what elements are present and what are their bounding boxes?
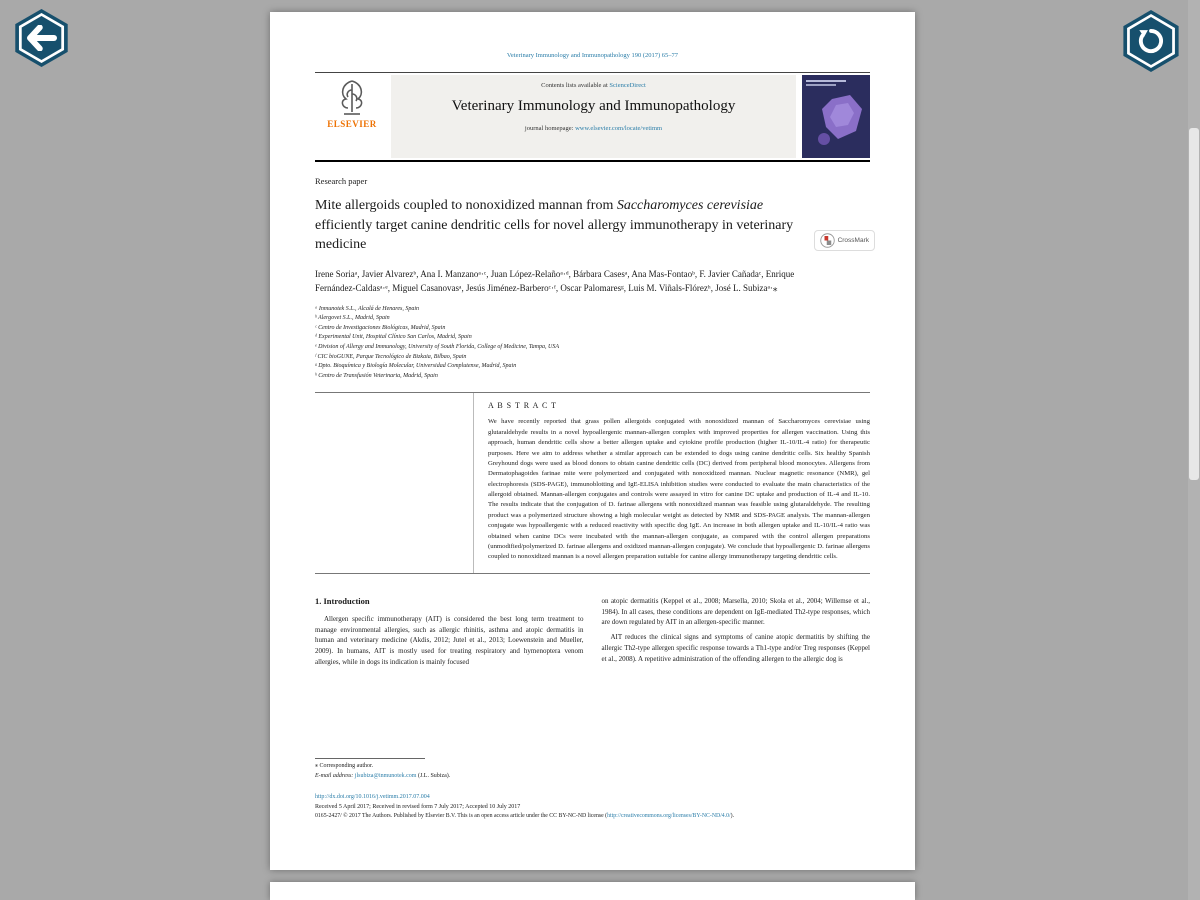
journal-title: Veterinary Immunology and Immunopathology	[451, 98, 736, 114]
homepage-prefix: journal homepage:	[524, 125, 576, 132]
email-prefix: E-mail address:	[315, 772, 355, 779]
document-page	[270, 12, 915, 870]
abstract-heading: A B S T R A C T	[488, 401, 558, 411]
article-title	[315, 196, 795, 255]
affiliation: ᶠ CIC bioGUNE, Parque Tecnológico de Bizkaia, Bilbao, Spain	[315, 353, 467, 360]
affiliation: ᵃ Inmunotek S.L., Alcalá de Henares, Spain	[315, 305, 420, 312]
journal-cover-thumbnail	[802, 75, 870, 158]
author-list: Irene Soriaᵃ, Javier Alvarezᵇ, Ana I. Manzanoᵃ·ᶜ, Juan López-Relañoᵃ·ᵈ, Bárbara Casesᵃ, Ana Mas-Fontaoᵇ, F. Javier Cañadaᶜ, Enrique Fernández-Caldasᵃ·ᵉ, Miguel Casanovasᵃ, Jesús Jiménez-Barberoᶜ·ᶠ, Oscar Palomaresᵍ, Luis M. Viñals-Flórezʰ, José L. Subizaᵃ·⁎	[315, 268, 795, 293]
affiliation: ᵍ Dpto. Bioquímica y Biología Molecular, Universidad Complutense, Madrid, Spain	[315, 363, 517, 370]
title-text-2: efficiently target canine dendritic cells for novel allergy immunotherapy in veterinary medicine	[315, 217, 794, 253]
journal-masthead	[391, 75, 796, 158]
copyright-end: ).	[730, 813, 735, 820]
crossmark-badge[interactable]	[814, 230, 875, 251]
received-dates: Received 5 April 2017; Received in revised form 7 July 2017; Accepted 10 July 2017	[315, 803, 521, 810]
license-link[interactable]: http://creativecommons.org/licenses/BY-NC-ND/4.0/	[607, 813, 731, 820]
scrollbar-thumb[interactable]	[1189, 128, 1199, 480]
affiliation: ᵉ Division of Allergy and Immunology, University of South Florida, College of Medicine, Tampa, USA	[315, 344, 559, 351]
affiliation: ᶜ Centro de Investigaciones Biológicas, Madrid, Spain	[315, 324, 446, 331]
journal-citation	[315, 52, 870, 59]
abstract-column	[474, 393, 870, 572]
affiliations-block	[315, 305, 870, 382]
copyright-text: 0165-2427/ © 2017 The Authors. Published by Elsevier B.V. This is an open access article under the CC BY-NC-ND license (	[315, 813, 608, 820]
refresh-icon	[1121, 10, 1181, 72]
journal-homepage-link[interactable]: www.elsevier.com/locate/vetimm	[575, 125, 663, 132]
affiliation: ᵈ Experimental Unit, Hospital Clínico San Carlos, Madrid, Spain	[315, 334, 472, 341]
affiliation: ʰ Centro de Transfusión Veterinaria, Madrid, Spain	[315, 372, 438, 379]
journal-header	[315, 72, 870, 162]
crossmark-icon	[820, 233, 835, 248]
title-species-italic: Saccharomyces cerevisiae	[616, 198, 764, 213]
intro-column-right	[602, 596, 871, 672]
intro-paragraph: AIT reduces the clinical signs and symptoms of canine atopic dermatitis by shifting the allergic Th2-type allergen specific response towards a Th1-type and/or Treg responses (Keppel et al., 2008). A repetitive administration of the offending allergen to the allergic dog is	[601, 633, 870, 663]
homepage-line	[397, 125, 790, 132]
email-line	[315, 772, 870, 782]
back-button[interactable]	[13, 9, 70, 67]
intro-paragraph: on atopic dermatitis (Keppel et al., 2008; Marsella, 2010; Skola et al., 2004; Willemse et al., 1984). In all cases, these conditions are dependent on IgE-mediated Th2-type responses, which are down regulated by AIT in an allergen-specific manner.	[601, 596, 870, 627]
section-heading-introduction: 1. Introduction	[315, 595, 370, 606]
introduction-section	[315, 596, 870, 672]
email-link[interactable]: jlsubiza@inmunotek.com	[354, 772, 417, 779]
title-text: Mite allergoids coupled to nonoxidized mannan from	[315, 198, 617, 213]
elsevier-logo[interactable]	[315, 75, 389, 158]
journal-citation-link[interactable]: Veterinary Immunology and Immunopathology 190 (2017) 65–77	[506, 52, 679, 59]
back-arrow-icon	[13, 9, 70, 67]
page-footer	[315, 758, 870, 822]
email-suffix: (J.L. Subiza).	[416, 772, 451, 779]
sciencedirect-link[interactable]: ScienceDirect	[609, 82, 646, 89]
refresh-button[interactable]	[1121, 10, 1181, 72]
elsevier-wordmark: ELSEVIER	[327, 119, 377, 129]
corresponding-author-note: ⁎ Corresponding author.	[315, 763, 374, 770]
intro-paragraph: Allergen specific immunotherapy (AIT) is considered the best long term treatment to manage environmental allergies, such as allergic rhinitis, asthma and atopic dermatitis in human and veterinary medicine (Akdis, 2012; Jutel et al., 2013; Loewenstein and Mueller, 2009). In humans, AIT is mostly used for treating respiratory and hymenoptera venom allergies, while in dogs its indication is mainly focused	[315, 614, 584, 667]
next-page-edge[interactable]	[270, 882, 915, 900]
doi-link[interactable]: http://dx.doi.org/10.1016/j.vetimm.2017.07.004	[315, 794, 430, 801]
scrollbar-track[interactable]	[1188, 0, 1200, 900]
abstract-text: We have recently reported that grass pollen allergoids conjugated with nonoxidized mannan of Saccharomyces cerevisiae using glutaraldehyde results in a novel hypoallergenic mannan-allergen complex with improved properties for allergen vaccination. Using this approach, human dendritic cells show a better allergen uptake and cytokine profile production (higher IL-10/IL-4 ratio) for therapeutic purposes. Here we aim to address whether a similar approach can be extended to dogs using canine dendritic cells. Six healthy Spanish Greyhound dogs were used as blood donors to obtain canine dendritic cells (DC) derived from peripheral blood monocytes. Allergens from Dermatophagoides farinae mite were polymerized and conjugated with nonoxidized mannan. Nuclear magnetic resonance (NMR), gel electrophoresis (SDS-PAGE), immunoblotting and IgE-ELISA inhibition studies were conducted to evaluate the main characteristics of the allergoid obtained. Mannan-allergen conjugates and controls were assayed in vitro for canine DC uptake and production of IL-4 and IL-10. The results indicate that the conjugation of D. farinae allergens with nonoxidized mannan was feasible using glutaraldehyde. The resulting product was a polymerized structure showing a high molecular weight as detected by NMR and SDS-PAGE analysis. The mannan-allergen conjugate was hypoallergenic with a reduced reactivity with specific dog IgE. An increase in both allergen uptake and IL-10/IL-4 ratio was obtained when canine DCs were incubated with the mannan-allergen conjugate, as compared with the control allergen preparations (unmodified/polymerized D. farinae allergens and oxidized mannan-allergen conjugate). We conclude that hypoallergenic D. farinae allergens coupled to nonoxidized mannan is a novel allergen preparation suitable for canine allergy immunotherapy targeting dendritic cells.	[488, 418, 870, 561]
abstract-section	[315, 392, 870, 573]
article-info-column	[315, 393, 474, 572]
article-type-label: Research paper	[315, 176, 368, 186]
contents-line	[397, 82, 790, 89]
copyright-line	[315, 812, 870, 822]
contents-prefix: Contents lists available at	[541, 82, 610, 89]
elsevier-tree-icon	[334, 78, 370, 118]
intro-column-left	[315, 596, 584, 672]
imprint-block	[315, 793, 870, 822]
footnote-divider	[315, 758, 425, 759]
crossmark-label: CrossMark	[837, 237, 869, 244]
affiliation: ᵇ Alergovet S.L., Madrid, Spain	[315, 315, 390, 322]
